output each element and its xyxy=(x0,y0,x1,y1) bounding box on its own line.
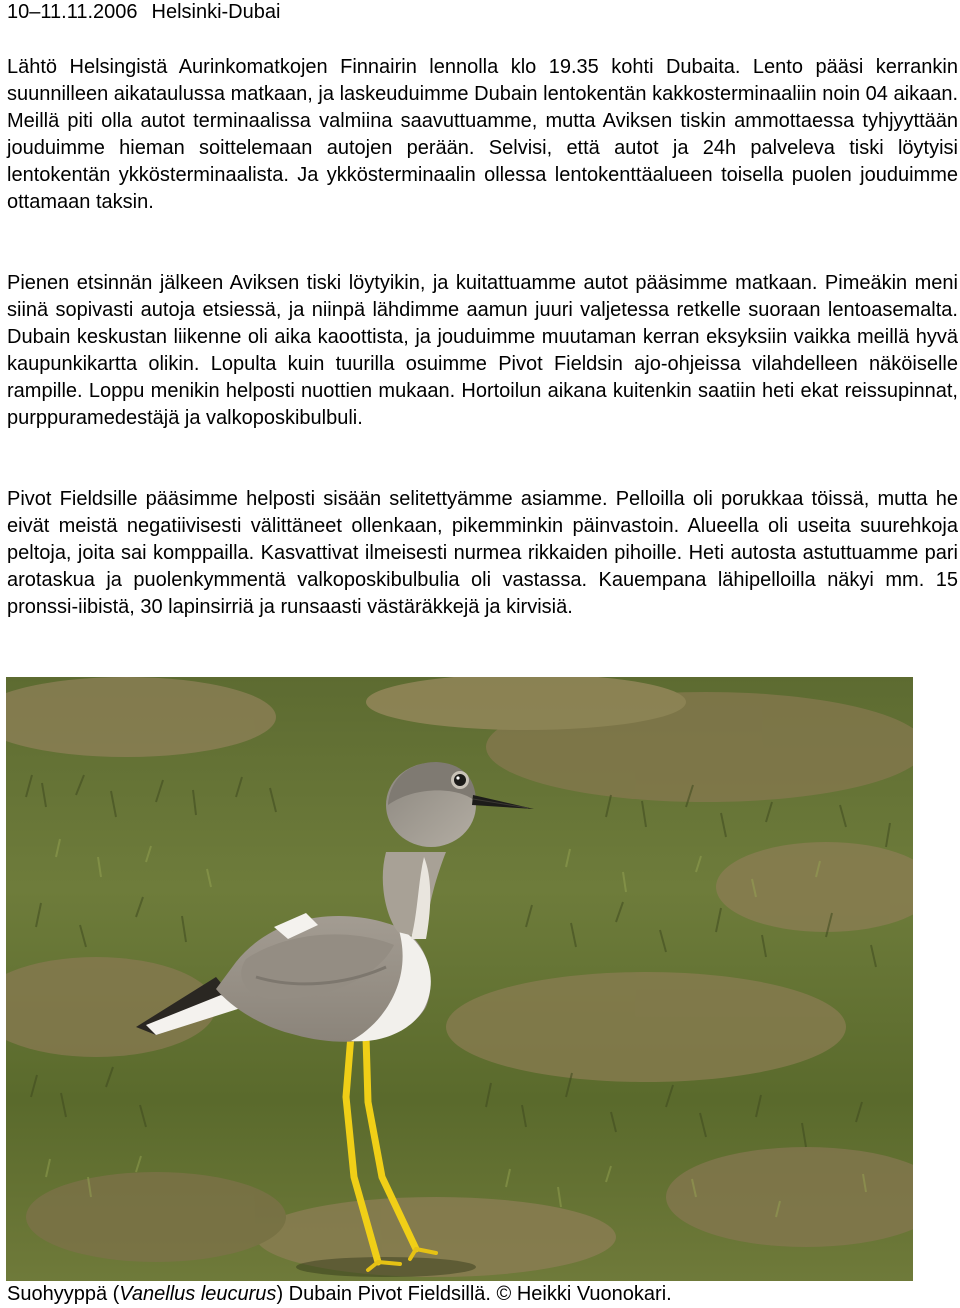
paragraph-pivot-fields: Pivot Fieldsille pääsimme helposti sisään selitettyämme asiamme. Pelloilla oli porukkaa töissä, mutta he eivät meistä negatiivisesti välittäneet ollenkaan, pikemminkin päinvastoin. Alueella oli useita suurehkoja peltoja, joita sai komppailla. Kasvattivat ilmeisesti nurmea rikkaiden pihoille. Heti autosta astuttuamme pari arotaskua ja puolenkymmentä valkoposkibulbulia oli vastassa. Kauempana lähipelloilla näkyi mm. 15 pronssi-iibistä, 30 lapinsirriä ja runsaasti västäräkkejä ja kirvisiä. xyxy=(7,488,958,618)
caption-scientific-name: Vanellus leucurus xyxy=(119,1283,277,1305)
heading-route: Helsinki-Dubai xyxy=(151,1,281,23)
caption-prefix: Suohyyppä ( xyxy=(7,1283,120,1305)
caption-suffix: ) Dubain Pivot Fieldsillä. © Heikki Vuonokari. xyxy=(276,1283,672,1305)
paragraph-arrival: Lähtö Helsingistä Aurinkomatkojen Finnairin lennolla klo 19.35 kohti Dubaita. Lento pääsi kerrankin suunnilleen aikataulussa matkaan, ja laskeuduimme Dubain lentokentän kakkosterminaaliin noin 04 aikaan. Meillä piti olla autot terminaalissa valmiina saavuttuamme, mutta Aviksen tiskin ammottaessa tyhjyyttään jouduimme hieman soittelemaan autojen perään. Selvisi, että autot ja 24h palveleva tiski löytyisi lentokentän ykkösterminaalista. Ja ykkösterminaalin ollessa lentokenttäalueen toisella puolen jouduimme ottamaan taksin. xyxy=(7,56,958,213)
photo-caption xyxy=(7,1281,672,1307)
page-heading xyxy=(7,0,280,24)
paragraph-departure: Pienen etsinnän jälkeen Aviksen tiski löytyikin, ja kuitattuamme autot pääsimme matkaan. Pimeäkin meni siinä sopivasti autoja etsiessä, ja niinpä lähdimme aamun juuri valjetessa retkelle suoraan lentoasemalta. Dubain keskustan liikenne oli aika kaoottista, ja jouduimme muutaman kerran eksyksiin vaikka meillä hyvä kaupunkikartta olikin. Lopulta kuin tuurilla osuimme Pivot Fieldsin ajo-ohjeissa vilahdelleen näköiselle rampille. Loppu menikin helposti nuottien mukaan. Hortoilun aikana kuitenkin saatiin heti ekat reissupinnat, purppuramedestäjä ja valkoposkibulbuli. xyxy=(7,272,958,429)
bird-photo xyxy=(6,677,913,1281)
heading-date: 10–11.11.2006 xyxy=(7,1,138,23)
